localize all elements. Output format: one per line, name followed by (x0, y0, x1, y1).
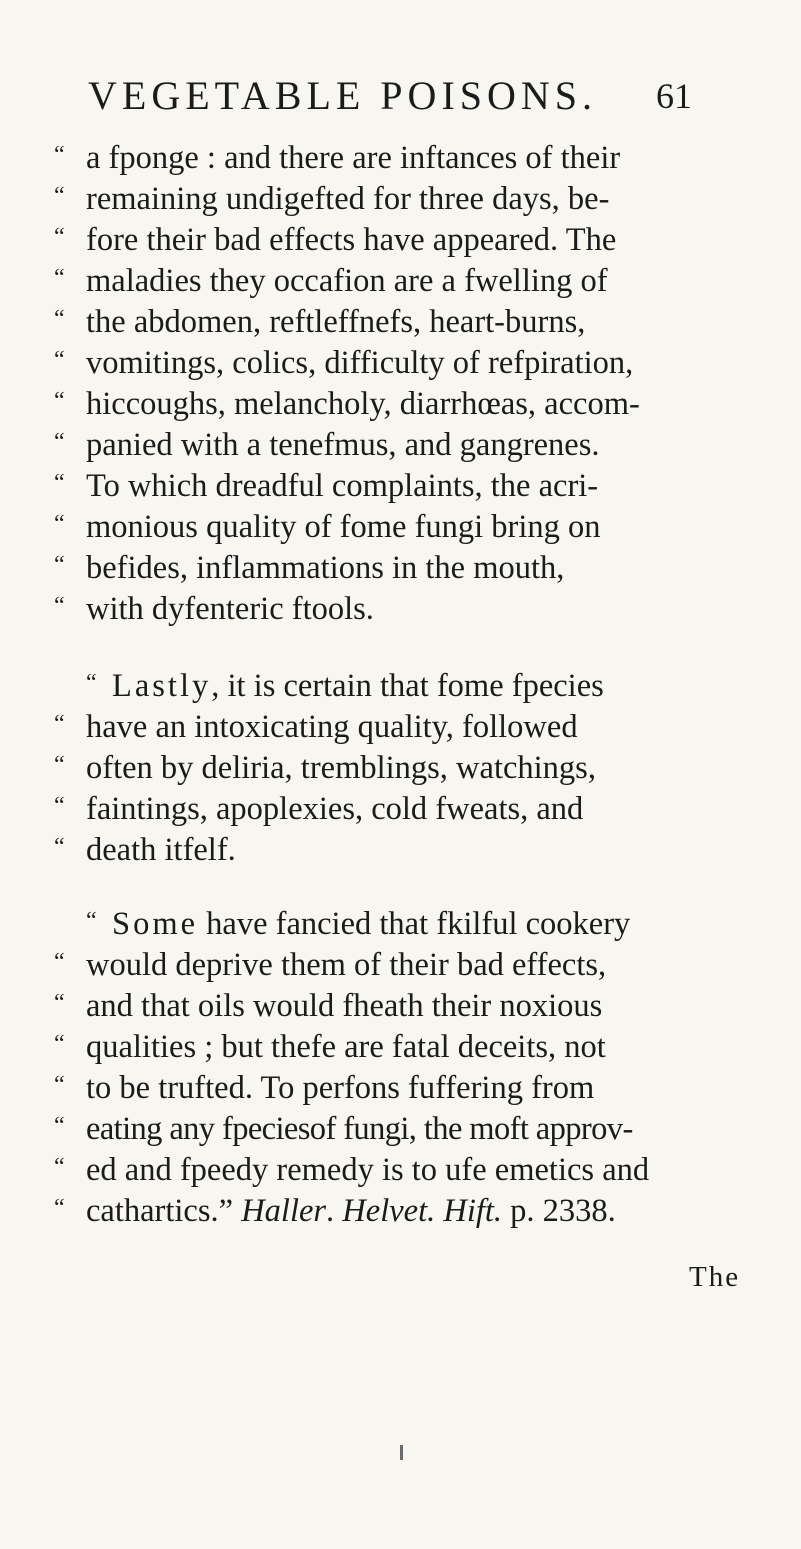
line-text-rest: , it is certain that fome fpecies (211, 668, 604, 704)
line-text: hiccoughs, melancholy, diarrhœas, accom- (86, 386, 640, 422)
page-number: 61 (656, 76, 692, 116)
quote-mark: “ (54, 593, 65, 619)
catchword: The (689, 1261, 741, 1293)
quote-mark: “ (54, 1113, 65, 1139)
quote-mark: “ (54, 1031, 65, 1057)
line-text: the abdomen, reftleffnefs, heart-burns, (86, 304, 586, 340)
quote-mark: “ (54, 142, 65, 168)
line-text: would deprive them of their bad effects, (86, 947, 607, 983)
quote-mark: “ (54, 752, 65, 778)
line-text: death itfelf. (86, 832, 236, 868)
line-text: a fponge : and there are inftances of their (86, 140, 621, 176)
citation-work: Helvet. Hift. (342, 1193, 503, 1229)
line-text: befides, inflammations in the mouth, (86, 550, 565, 586)
quote-mark: “ (86, 908, 97, 934)
running-head (88, 70, 692, 122)
line-text: remaining undigefted for three days, be- (86, 181, 610, 217)
citation (241, 1193, 616, 1229)
quote-mark: “ (54, 347, 65, 373)
small-caps-lead: Lastly (112, 668, 212, 704)
line-text: vomitings, colics, difficulty of refpiration, (86, 345, 634, 381)
citation-pages: p. 2338. (502, 1193, 616, 1229)
line-text: panied with a tenefmus, and gangrenes. (86, 427, 600, 463)
small-caps-lead: Some (112, 906, 199, 942)
quote-mark: “ (54, 552, 65, 578)
line-text: monious quality of fome fungi bring on (86, 509, 601, 545)
quote-mark: “ (54, 429, 65, 455)
line-text: often by deliria, tremblings, watchings, (86, 750, 596, 786)
line-text-rest: have fancied that fkilful cookery (198, 906, 631, 942)
quote-mark: “ (54, 711, 65, 737)
line-text: maladies they occafion are a fwelling of (86, 263, 608, 299)
quote-mark: “ (54, 470, 65, 496)
line-text: To which dreadful complaints, the acri- (86, 468, 599, 504)
line-text: eating any fpeciesof fungi, the moft approv- (86, 1111, 633, 1147)
quote-mark: “ (54, 224, 65, 250)
line-text: qualities ; but thefe are fatal deceits, not (86, 1029, 606, 1065)
quote-mark: “ (54, 306, 65, 332)
quote-mark: “ (54, 949, 65, 975)
line-text: with dyfenteric ftools. (86, 591, 374, 627)
line-text: have an intoxicating quality, followed (86, 709, 578, 745)
line-text: ed and fpeedy remedy is to ufe emetics and (86, 1152, 650, 1188)
quote-mark: “ (54, 511, 65, 537)
line-text (112, 666, 604, 706)
line-text (112, 904, 630, 944)
paper-speck (400, 1445, 403, 1460)
quote-mark: “ (54, 1154, 65, 1180)
quote-mark: “ (54, 388, 65, 414)
quote-mark: “ (54, 990, 65, 1016)
citation-author: Haller (241, 1193, 327, 1229)
line-text: and that oils would fheath their noxious (86, 988, 603, 1024)
line-text-main: cathartics.” (86, 1193, 234, 1229)
quote-mark: “ (54, 265, 65, 291)
quote-mark: “ (54, 793, 65, 819)
quote-mark: “ (54, 834, 65, 860)
line-text: fore their bad effects have appeared. The (86, 222, 617, 258)
line-text (86, 1191, 616, 1231)
line-text: to be trufted. To perfons fuffering from (86, 1070, 595, 1106)
quote-mark: “ (54, 183, 65, 209)
citation-separator: . (326, 1193, 343, 1229)
quote-mark: “ (86, 670, 97, 696)
quote-mark: “ (54, 1195, 65, 1221)
quote-mark: “ (54, 1072, 65, 1098)
line-text: faintings, apoplexies, cold fweats, and (86, 791, 584, 827)
running-title: VEGETABLE POISONS. (88, 73, 598, 118)
